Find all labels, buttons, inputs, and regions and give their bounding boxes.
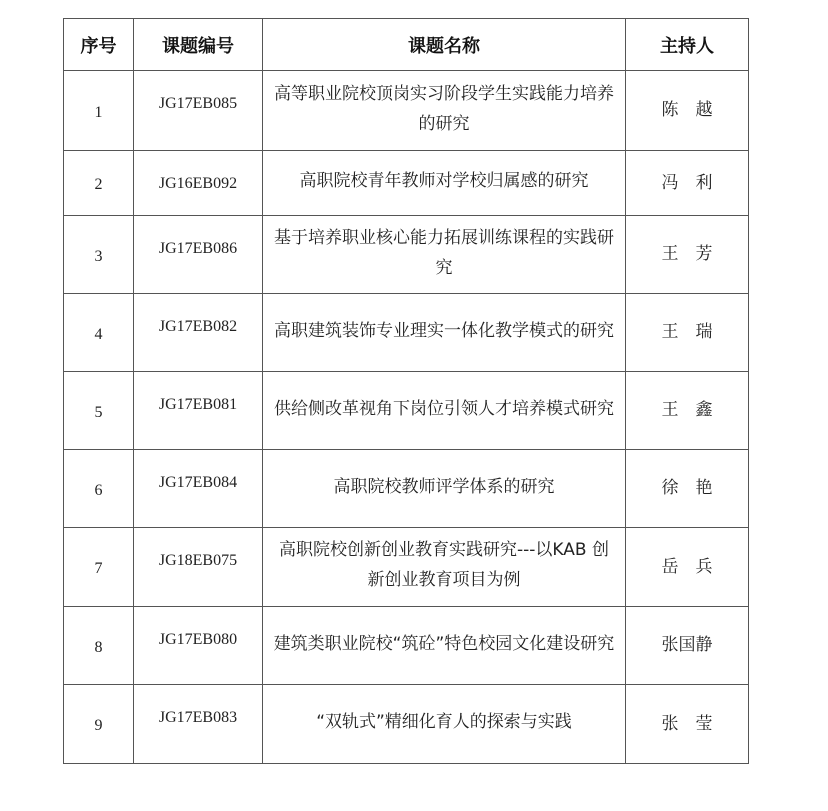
row-name: 供给侧改革视角下岗位引领人才培养模式研究 [263,372,626,450]
row-host: 徐 艳 [626,450,749,528]
row-number: 8 [64,607,134,685]
table-row [64,528,749,607]
row-code: JG17EB083 [134,685,263,764]
row-code: JG17EB080 [134,607,263,685]
row-number: 5 [64,372,134,450]
table-row [64,372,749,450]
row-host: 王 瑞 [626,294,749,372]
header-code: 课题编号 [134,19,263,71]
row-number: 1 [64,71,134,151]
row-number: 2 [64,151,134,216]
table-row [64,685,749,764]
row-host: 张 莹 [626,685,749,764]
table-row [64,216,749,294]
project-table [63,18,749,764]
header-name: 课题名称 [263,19,626,71]
row-number: 6 [64,450,134,528]
header-host: 主持人 [626,19,749,71]
table-row [64,294,749,372]
header-number: 序号 [64,19,134,71]
row-name: 高职建筑装饰专业理实一体化教学模式的研究 [263,294,626,372]
row-code: JG17EB086 [134,216,263,294]
table-row [64,607,749,685]
row-name: 建筑类职业院校“筑砼”特色校园文化建设研究 [263,607,626,685]
table-row [64,71,749,151]
row-code: JG17EB085 [134,71,263,151]
row-host: 王 芳 [626,216,749,294]
row-number: 7 [64,528,134,607]
row-code: JG17EB082 [134,294,263,372]
row-code: JG17EB084 [134,450,263,528]
header-row [64,19,749,71]
row-name: 基于培养职业核心能力拓展训练课程的实践研究 [263,216,626,294]
row-name: 高职院校创新创业教育实践研究---以KAB 创新创业教育项目为例 [263,528,626,607]
row-code: JG17EB081 [134,372,263,450]
row-host: 岳 兵 [626,528,749,607]
row-name: 高职院校青年教师对学校归属感的研究 [263,151,626,216]
row-host: 王 鑫 [626,372,749,450]
row-code: JG16EB092 [134,151,263,216]
row-host: 陈 越 [626,71,749,151]
row-number: 4 [64,294,134,372]
row-name: “双轨式”精细化育人的探索与实践 [263,685,626,764]
row-number: 9 [64,685,134,764]
row-code: JG18EB075 [134,528,263,607]
table-row [64,450,749,528]
row-number: 3 [64,216,134,294]
row-host: 张国静 [626,607,749,685]
row-host: 冯 利 [626,151,749,216]
row-name: 高等职业院校顶岗实习阶段学生实践能力培养的研究 [263,71,626,151]
row-name: 高职院校教师评学体系的研究 [263,450,626,528]
table-row [64,151,749,216]
